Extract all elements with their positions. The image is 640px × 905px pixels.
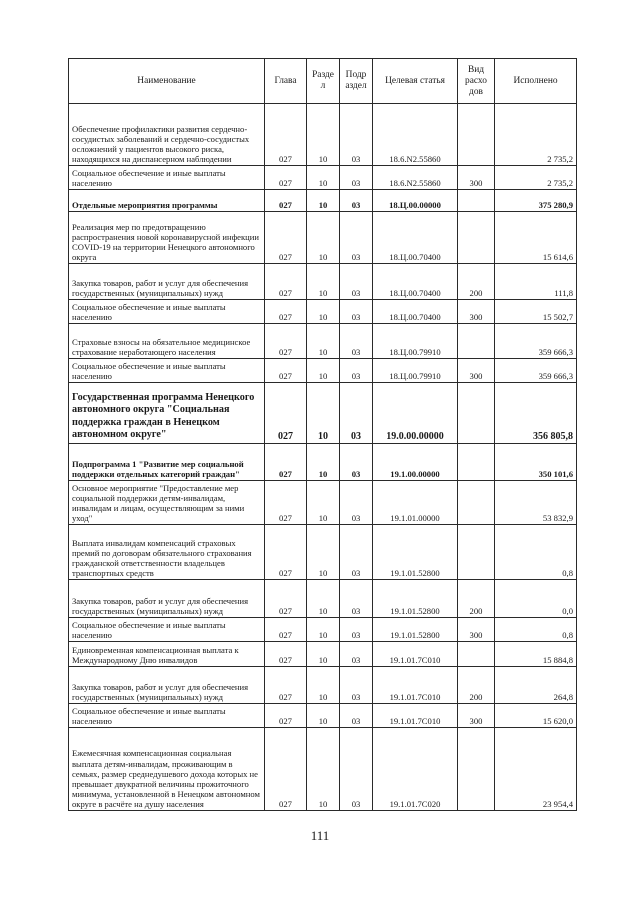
- row-target-article: 19.1.01.7C010: [373, 704, 458, 728]
- table-row: [69, 190, 577, 212]
- row-section: 10: [307, 642, 340, 667]
- row-section: 10: [307, 190, 340, 212]
- table-row: [69, 525, 577, 580]
- row-subsection: 03: [340, 324, 373, 359]
- row-chapter: 027: [265, 264, 307, 300]
- row-name: Закупка товаров, работ и услуг для обеспечения государственных (муниципальных) нужд: [69, 580, 265, 618]
- row-target-article: 18.Ц.00.70400: [373, 212, 458, 264]
- row-subsection: 03: [340, 525, 373, 580]
- row-section: 10: [307, 481, 340, 525]
- table-header-row: [69, 59, 577, 104]
- row-name: Выплата инвалидам компенсаций страховых премий по договорам обязательного страхования гражданской ответственности владельцев транспортных средств: [69, 525, 265, 580]
- row-subsection: 03: [340, 300, 373, 324]
- row-name: Обеспечение профилактики развития сердечно-сосудистых заболеваний и сердечно-сосудистых осложнений у пациентов высокого риска, находящихся на диспансерном наблюдении: [69, 104, 265, 166]
- table-row: [69, 300, 577, 324]
- header-subsection: Подр аздел: [340, 59, 373, 104]
- page-number: 111: [310, 828, 330, 843]
- table-row: [69, 618, 577, 642]
- row-name: Подпрограмма 1 "Развитие мер социальной поддержки отдельных категорий граждан": [69, 444, 265, 481]
- row-section: 10: [307, 166, 340, 190]
- row-expense-type: 300: [458, 359, 495, 383]
- row-subsection: 03: [340, 383, 373, 444]
- row-name: Отдельные мероприятия программы: [69, 190, 265, 212]
- row-target-article: 18.6.N2.55860: [373, 166, 458, 190]
- header-executed: Исполнено: [495, 59, 577, 104]
- row-executed: 264,8: [495, 667, 577, 704]
- row-section: 10: [307, 264, 340, 300]
- header-name: Наименование: [69, 59, 265, 104]
- row-chapter: 027: [265, 383, 307, 444]
- table-row: [69, 383, 577, 444]
- row-chapter: 027: [265, 704, 307, 728]
- row-expense-type: [458, 525, 495, 580]
- row-chapter: 027: [265, 481, 307, 525]
- row-target-article: 19.1.01.52800: [373, 618, 458, 642]
- table-row: [69, 728, 577, 811]
- row-subsection: 03: [340, 642, 373, 667]
- row-name: Социальное обеспечение и иные выплаты населению: [69, 618, 265, 642]
- row-subsection: 03: [340, 104, 373, 166]
- row-executed: 0,8: [495, 618, 577, 642]
- row-expense-type: [458, 642, 495, 667]
- row-section: 10: [307, 580, 340, 618]
- row-executed: 350 101,6: [495, 444, 577, 481]
- row-target-article: 18.Ц.00.70400: [373, 300, 458, 324]
- row-executed: 356 805,8: [495, 383, 577, 444]
- row-chapter: 027: [265, 444, 307, 481]
- table-row: [69, 166, 577, 190]
- row-chapter: 027: [265, 190, 307, 212]
- row-name: Закупка товаров, работ и услуг для обеспечения государственных (муниципальных) нужд: [69, 667, 265, 704]
- row-chapter: 027: [265, 728, 307, 811]
- row-target-article: 18.Ц.00.00000: [373, 190, 458, 212]
- row-expense-type: [458, 324, 495, 359]
- budget-execution-table: [68, 58, 577, 811]
- table-row: [69, 359, 577, 383]
- row-expense-type: 200: [458, 264, 495, 300]
- header-expense-type: Вид расхо дов: [458, 59, 495, 104]
- row-section: 10: [307, 383, 340, 444]
- row-target-article: 19.1.01.7C020: [373, 728, 458, 811]
- table-row: [69, 704, 577, 728]
- row-chapter: 027: [265, 525, 307, 580]
- row-target-article: 19.1.01.52800: [373, 580, 458, 618]
- row-chapter: 027: [265, 580, 307, 618]
- row-chapter: 027: [265, 212, 307, 264]
- table-row: [69, 444, 577, 481]
- row-section: 10: [307, 667, 340, 704]
- row-executed: 0,8: [495, 525, 577, 580]
- row-target-article: 19.1.01.7C010: [373, 667, 458, 704]
- row-section: 10: [307, 525, 340, 580]
- row-expense-type: 200: [458, 580, 495, 618]
- row-section: 10: [307, 359, 340, 383]
- row-expense-type: [458, 383, 495, 444]
- row-target-article: 18.Ц.00.79910: [373, 359, 458, 383]
- row-subsection: 03: [340, 728, 373, 811]
- row-chapter: 027: [265, 166, 307, 190]
- row-name: Страховые взносы на обязательное медицинское страхование неработающего населения: [69, 324, 265, 359]
- row-name: Закупка товаров, работ и услуг для обеспечения государственных (муниципальных) нужд: [69, 264, 265, 300]
- row-name: Социальное обеспечение и иные выплаты населению: [69, 166, 265, 190]
- row-name: Социальное обеспечение и иные выплаты населению: [69, 300, 265, 324]
- row-target-article: 19.1.01.7C010: [373, 642, 458, 667]
- header-target-article: Целевая статья: [373, 59, 458, 104]
- header-chapter: Глава: [265, 59, 307, 104]
- table-row: [69, 264, 577, 300]
- row-expense-type: 300: [458, 166, 495, 190]
- table-row: [69, 580, 577, 618]
- row-name: Социальное обеспечение и иные выплаты населению: [69, 704, 265, 728]
- row-executed: 15 620,0: [495, 704, 577, 728]
- row-section: 10: [307, 618, 340, 642]
- row-executed: 15 502,7: [495, 300, 577, 324]
- row-subsection: 03: [340, 190, 373, 212]
- row-target-article: 18.Ц.00.79910: [373, 324, 458, 359]
- row-chapter: 027: [265, 104, 307, 166]
- row-chapter: 027: [265, 359, 307, 383]
- row-executed: 15 884,8: [495, 642, 577, 667]
- row-chapter: 027: [265, 300, 307, 324]
- row-subsection: 03: [340, 264, 373, 300]
- row-subsection: 03: [340, 618, 373, 642]
- row-subsection: 03: [340, 667, 373, 704]
- row-executed: 2 735,2: [495, 104, 577, 166]
- row-chapter: 027: [265, 324, 307, 359]
- table-row: [69, 104, 577, 166]
- row-executed: 15 614,6: [495, 212, 577, 264]
- row-executed: 53 832,9: [495, 481, 577, 525]
- row-expense-type: [458, 444, 495, 481]
- row-target-article: 19.1.00.00000: [373, 444, 458, 481]
- row-subsection: 03: [340, 481, 373, 525]
- row-expense-type: 300: [458, 704, 495, 728]
- row-expense-type: 200: [458, 667, 495, 704]
- table-row: [69, 324, 577, 359]
- row-executed: 111,8: [495, 264, 577, 300]
- row-expense-type: [458, 104, 495, 166]
- row-chapter: 027: [265, 667, 307, 704]
- row-section: 10: [307, 104, 340, 166]
- row-section: 10: [307, 324, 340, 359]
- row-name: Ежемесячная компенсационная социальная выплата детям-инвалидам, проживающим в семьях, размер среднедушевого дохода которых не превышает двукратной величины прожиточного минимума, установленной в Ненецком автономном округе в расчёте на душу населения: [69, 728, 265, 811]
- row-expense-type: [458, 728, 495, 811]
- row-chapter: 027: [265, 642, 307, 667]
- row-section: 10: [307, 704, 340, 728]
- row-section: 10: [307, 444, 340, 481]
- row-section: 10: [307, 300, 340, 324]
- row-executed: 23 954,4: [495, 728, 577, 811]
- row-target-article: 18.6.N2.55860: [373, 104, 458, 166]
- row-target-article: 18.Ц.00.70400: [373, 264, 458, 300]
- row-section: 10: [307, 728, 340, 811]
- row-chapter: 027: [265, 618, 307, 642]
- row-expense-type: [458, 212, 495, 264]
- row-executed: 2 735,2: [495, 166, 577, 190]
- row-executed: 375 280,9: [495, 190, 577, 212]
- row-name: Государственная программа Ненецкого автономного округа "Социальная поддержка граждан в Ненецком автономном округе": [69, 383, 265, 444]
- row-name: Реализация мер по предотвращению распространения новой коронавирусной инфекции COVID-19 на территории Ненецкого автономного округа: [69, 212, 265, 264]
- header-section: Разде л: [307, 59, 340, 104]
- row-expense-type: 300: [458, 618, 495, 642]
- table-row: [69, 642, 577, 667]
- row-subsection: 03: [340, 444, 373, 481]
- row-subsection: 03: [340, 704, 373, 728]
- row-subsection: 03: [340, 359, 373, 383]
- row-name: Единовременная компенсационная выплата к Международному Дню инвалидов: [69, 642, 265, 667]
- row-target-article: 19.1.01.52800: [373, 525, 458, 580]
- row-executed: 359 666,3: [495, 359, 577, 383]
- row-expense-type: 300: [458, 300, 495, 324]
- row-subsection: 03: [340, 166, 373, 190]
- row-expense-type: [458, 190, 495, 212]
- table-row: [69, 212, 577, 264]
- row-target-article: 19.1.01.00000: [373, 481, 458, 525]
- row-subsection: 03: [340, 212, 373, 264]
- row-target-article: 19.0.00.00000: [373, 383, 458, 444]
- row-subsection: 03: [340, 580, 373, 618]
- row-section: 10: [307, 212, 340, 264]
- row-executed: 359 666,3: [495, 324, 577, 359]
- row-name: Социальное обеспечение и иные выплаты населению: [69, 359, 265, 383]
- row-executed: 0,0: [495, 580, 577, 618]
- row-expense-type: [458, 481, 495, 525]
- row-name: Основное мероприятие "Предоставление мер социальной поддержки детям-инвалидам, инвалидам и лицам, осуществляющим за ними уход": [69, 481, 265, 525]
- table-row: [69, 667, 577, 704]
- table-row: [69, 481, 577, 525]
